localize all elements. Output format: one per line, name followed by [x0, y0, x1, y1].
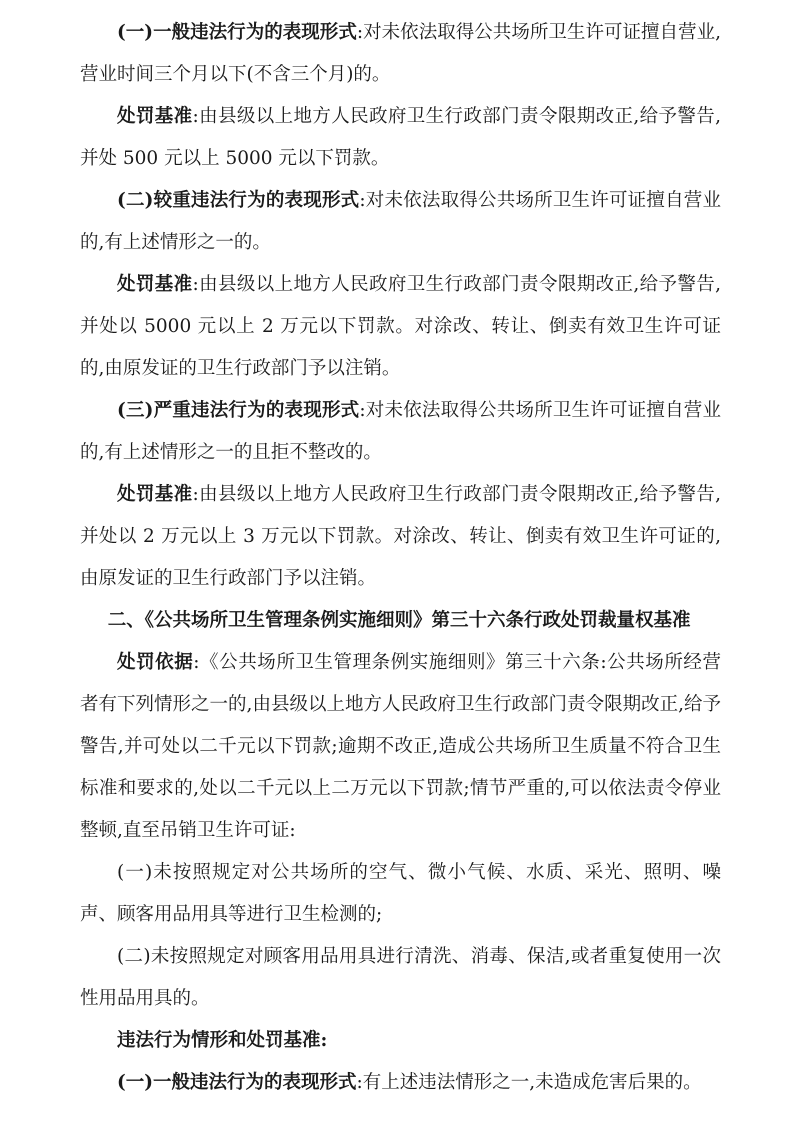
- paragraph-text: :对未依法取得公共场所卫生许可证擅自营业,营业时间三个月以下(不含三个月)的。: [80, 22, 721, 85]
- paragraph-text: :对未依法取得公共场所卫生许可证擅自营业的,有上述情形之一的。: [80, 190, 721, 253]
- paragraph-penalty-basis-2: [80, 264, 721, 390]
- paragraph-label: 处罚依据: [117, 652, 194, 673]
- paragraph-label: 处罚基准: [117, 484, 193, 505]
- paragraph-text: :由县级以上地方人民政府卫生行政部门责令限期改正,给予警告,并处 500 元以上 5000 元以下罚款。: [80, 106, 721, 169]
- paragraph-label: (三)严重违法行为的表现形式: [117, 400, 360, 421]
- subsection-heading: [80, 1020, 721, 1062]
- paragraph-text: :由县级以上地方人民政府卫生行政部门责令限期改正,给予警告,并处以 2 万元以上 3 万元以下罚款。对涂改、转让、倒卖有效卫生许可证的,由原发证的卫生行政部门予以注销。: [80, 484, 721, 589]
- section-heading-text: 二、《公共场所卫生管理条例实施细则》第三十六条行政处罚裁量权基准: [107, 610, 691, 631]
- paragraph-label: (一)一般违法行为的表现形式: [117, 1072, 357, 1093]
- paragraph-label: 处罚基准: [117, 274, 193, 295]
- paragraph-label: 处罚基准: [117, 106, 193, 127]
- paragraph-item-1: [80, 852, 721, 936]
- paragraph-serious-violation: [80, 180, 721, 264]
- paragraph-item-2: [80, 936, 721, 1020]
- paragraph-label: (二)较重违法行为的表现形式: [117, 190, 360, 211]
- paragraph-penalty-grounds: [80, 642, 721, 852]
- section-heading: [80, 600, 721, 642]
- paragraph-text: :由县级以上地方人民政府卫生行政部门责令限期改正,给予警告,并处以 5000 元以上 2 万元以下罚款。对涂改、转让、倒卖有效卫生许可证的,由原发证的卫生行政部门予以注销。: [80, 274, 721, 379]
- paragraph-penalty-basis-1: [80, 96, 721, 180]
- paragraph-general-violation-2: [80, 1062, 721, 1104]
- paragraph-text: :有上述违法情形之一,未造成危害后果的。: [356, 1072, 702, 1093]
- paragraph-text: :对未依法取得公共场所卫生许可证擅自营业的,有上述情形之一的且拒不整改的。: [80, 400, 721, 463]
- subsection-heading-text: 违法行为情形和处罚基准:: [117, 1030, 328, 1051]
- paragraph-severe-violation: [80, 390, 721, 474]
- paragraph-text: (一)未按照规定对公共场所的空气、微小气候、水质、采光、照明、噪声、顾客用品用具等进行卫生检测的;: [80, 862, 721, 925]
- paragraph-penalty-basis-3: [80, 474, 721, 600]
- paragraph-label: (一)一般违法行为的表现形式: [117, 22, 357, 43]
- paragraph-text: (二)未按照规定对顾客用品用具进行清洗、消毒、保洁,或者重复使用一次性用品用具的。: [80, 946, 721, 1009]
- paragraph-general-violation-1: [80, 12, 721, 96]
- paragraph-text: :《公共场所卫生管理条例实施细则》第三十六条:公共场所经营者有下列情形之一的,由县级以上地方人民政府卫生行政部门责令限期改正,给予警告,并可处以二千元以下罚款;逾期不改正,造成公共场所卫生质量不符合卫生标准和要求的,处以二千元以上二万元以下罚款;情节严重的,可以依法责令停业整顿,直至吊销卫生许可证:: [80, 652, 721, 841]
